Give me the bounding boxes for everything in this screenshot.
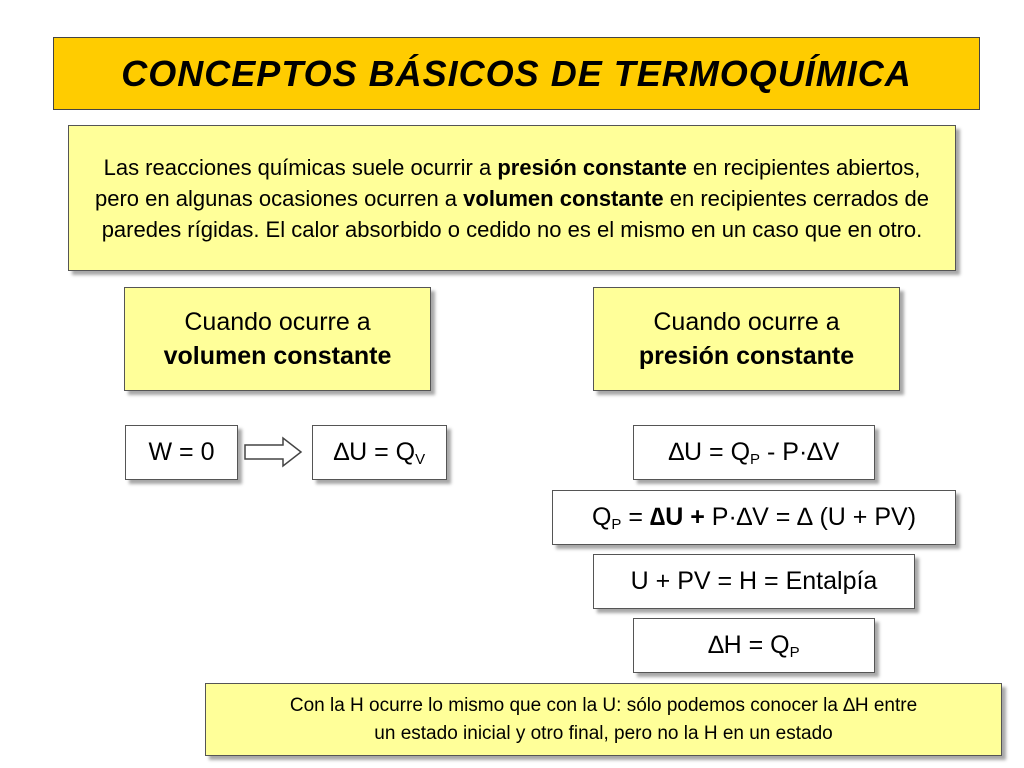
equation-qp-bold: ∆U +: [649, 503, 705, 531]
intro-bold-pressure: presión constante: [497, 154, 687, 180]
title-text: CONCEPTOS BÁSICOS DE TERMOQUÍMICA: [121, 52, 912, 94]
equation-du-qp-rhs: - P·∆V: [760, 438, 840, 466]
intro-text-2: en recipientes abiertos, pero en algunas ocasiones ocurren a: [95, 154, 921, 211]
equation-du-qv-lhs: ∆U = Q: [333, 438, 416, 466]
equation-qp-rest: P·∆V = ∆ (U + PV): [704, 503, 917, 531]
equation-w-zero: [125, 425, 238, 480]
equation-dh-qp: [633, 618, 875, 673]
equation-qp: [552, 490, 956, 545]
right-arrow-icon: [243, 436, 303, 468]
equation-qp-q: Q: [591, 503, 612, 531]
case-volume-line2: volumen constante: [163, 342, 392, 370]
case-volume-line1: Cuando ocurre a: [184, 308, 371, 336]
equation-dh-lhs: ∆H = Q: [708, 631, 790, 659]
footer-note-box: [205, 683, 1002, 756]
equation-du-qv-subscript: V: [415, 451, 426, 468]
footer-line1: Con la H ocurre lo mismo que con la U: sólo podemos conocer la ∆H entre: [289, 694, 918, 716]
equation-du-qv: [312, 425, 447, 480]
intro-box: [68, 125, 956, 271]
equation-du-qp-subscript: P: [750, 451, 761, 468]
equation-enthalpy-text: U + PV = H = Entalpía: [630, 567, 878, 595]
equation-qp-equals: =: [621, 503, 650, 531]
case-volume-box: [124, 287, 431, 391]
equation-dh-subscript: P: [789, 644, 800, 661]
intro-bold-volume: volumen constante: [463, 185, 664, 211]
equation-enthalpy: [593, 554, 915, 609]
equation-qp-subscript: P: [611, 516, 622, 533]
slide-title: [53, 37, 980, 110]
intro-text-1: Las reacciones químicas suele ocurrir a: [103, 154, 498, 180]
intro-text-3: en recipientes cerrados de paredes rígidas. El calor absorbido o cedido no es el mismo en un caso que en otro.: [101, 185, 929, 242]
case-pressure-line2: presión constante: [638, 342, 855, 370]
equation-du-qp: [633, 425, 875, 480]
intro-text: [87, 152, 937, 245]
case-pressure-line1: Cuando ocurre a: [653, 308, 840, 336]
equation-w-zero-text: W = 0: [148, 438, 215, 466]
equation-du-qp-lhs: ∆U = Q: [668, 438, 751, 466]
case-pressure-box: [593, 287, 900, 391]
footer-line2: un estado inicial y otro final, pero no la H en un estado: [374, 722, 833, 744]
